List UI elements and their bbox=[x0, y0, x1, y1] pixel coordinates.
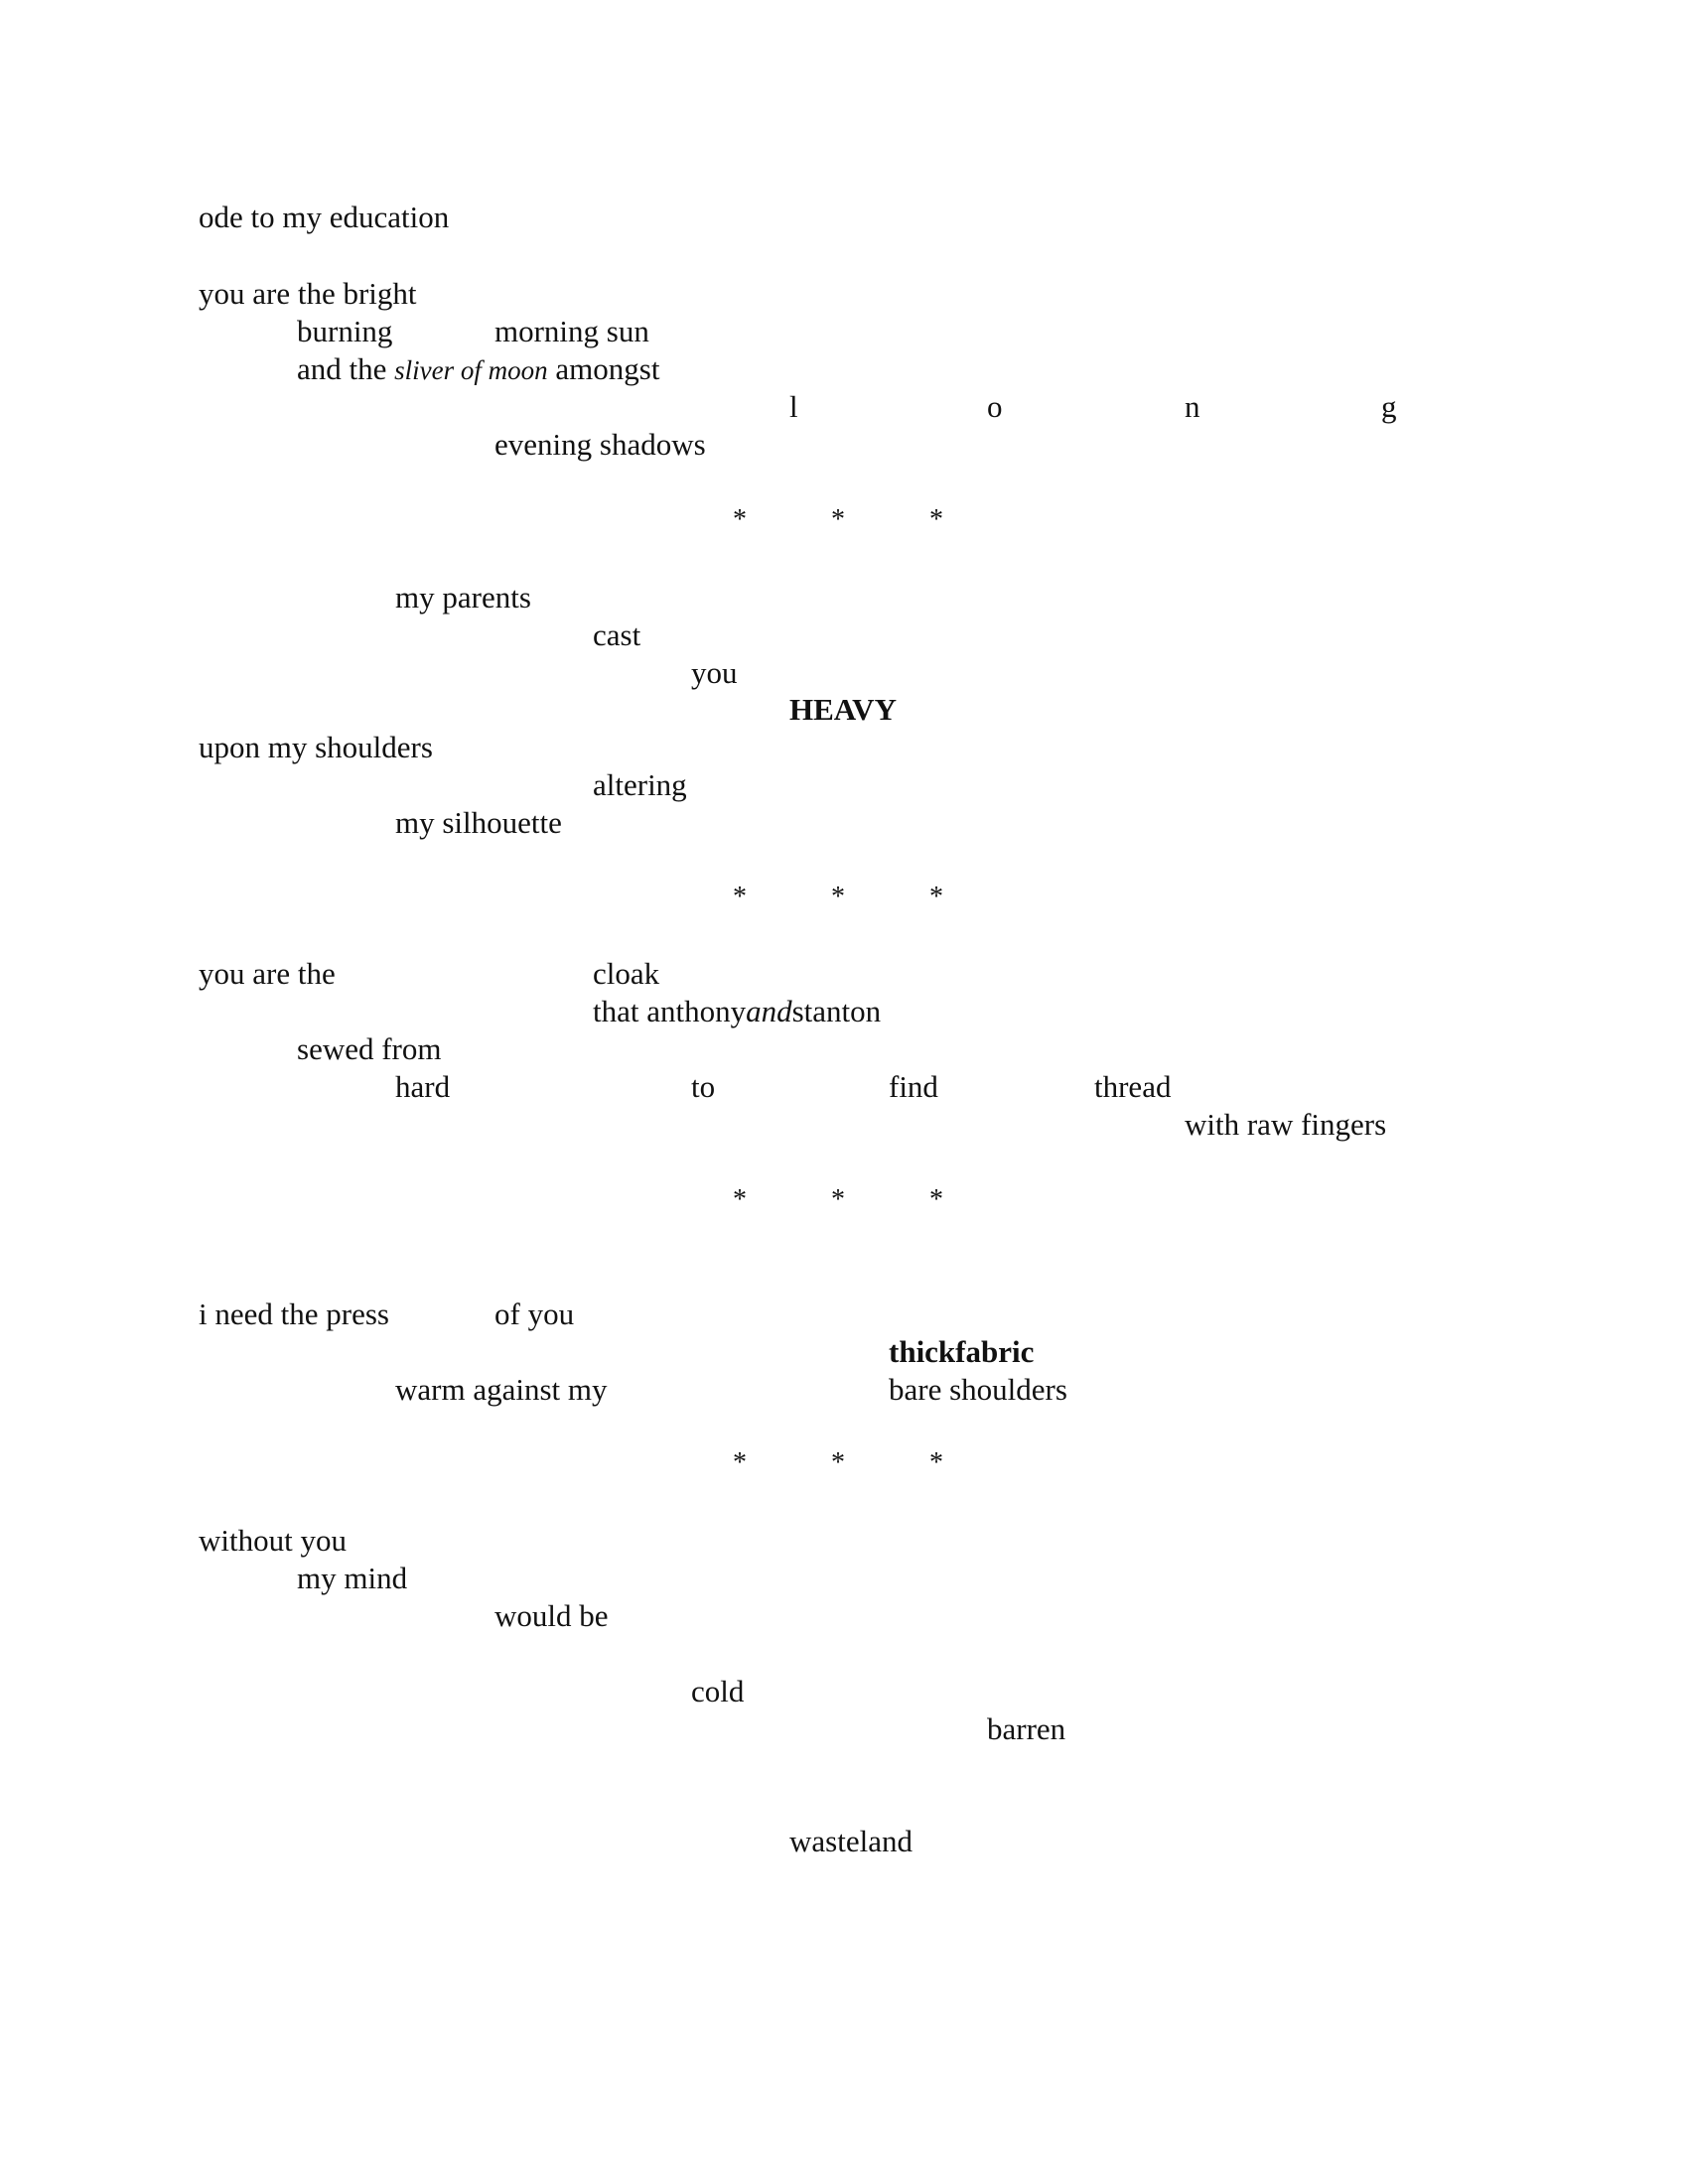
separator-1-star-3: * bbox=[929, 504, 943, 535]
stanza3-hard: hard bbox=[395, 1069, 451, 1104]
stanza1-amongst: amongst bbox=[555, 351, 660, 386]
separator-4-star-2: * bbox=[831, 1447, 845, 1478]
stanza2-you: you bbox=[691, 655, 738, 690]
separator-4-star-3: * bbox=[929, 1447, 943, 1478]
stanza1-evening-shadows: evening shadows bbox=[494, 427, 706, 462]
stanza3-cloak: cloak bbox=[593, 956, 660, 991]
separator-3-star-3: * bbox=[929, 1184, 943, 1215]
stanza2-cast: cast bbox=[593, 617, 641, 652]
poem-title: ode to my education bbox=[199, 200, 450, 234]
stanza5-barren: barren bbox=[987, 1711, 1066, 1746]
separator-1-star-2: * bbox=[831, 504, 845, 535]
separator-2-star-1: * bbox=[733, 882, 747, 912]
stanza4-i-need: i need the press bbox=[199, 1297, 389, 1331]
stanza3-you-are-the: you are the bbox=[199, 956, 336, 991]
stanza5-my-mind: my mind bbox=[297, 1561, 408, 1595]
stanza2-my-parents: my parents bbox=[395, 580, 531, 614]
stanza2-heavy: HEAVY bbox=[789, 692, 897, 727]
stanza3-thread: thread bbox=[1094, 1069, 1172, 1104]
long-letter-n: n bbox=[1185, 389, 1200, 424]
stanza3-stanton: stanton bbox=[791, 994, 882, 1028]
stanza3-sewed-from: sewed from bbox=[297, 1031, 442, 1066]
stanza3-to: to bbox=[691, 1069, 716, 1104]
stanza1-morning-sun: morning sun bbox=[494, 314, 649, 348]
stanza4-warm: warm against my bbox=[395, 1372, 608, 1407]
stanza3-anthony-line bbox=[593, 996, 881, 1026]
separator-3-star-1: * bbox=[733, 1184, 747, 1215]
stanza3-find: find bbox=[889, 1069, 938, 1104]
stanza1-line1: you are the bright bbox=[199, 276, 417, 311]
stanza5-without-you: without you bbox=[199, 1523, 347, 1558]
long-letter-l: l bbox=[789, 389, 798, 424]
stanza4-thickfabric: thickfabric bbox=[889, 1334, 1035, 1369]
separator-2-star-2: * bbox=[831, 882, 845, 912]
long-letter-g: g bbox=[1381, 389, 1397, 424]
separator-2-star-3: * bbox=[929, 882, 943, 912]
stanza2-silhouette: my silhouette bbox=[395, 805, 562, 840]
stanza5-wasteland: wasteland bbox=[789, 1824, 913, 1858]
stanza1-sliver-of-moon: sliver of moon bbox=[394, 355, 548, 385]
stanza4-bare-shoulders: bare shoulders bbox=[889, 1372, 1067, 1407]
separator-1-star-1: * bbox=[733, 504, 747, 535]
stanza2-upon: upon my shoulders bbox=[199, 730, 433, 764]
stanza2-altering: altering bbox=[593, 767, 687, 802]
long-letter-o: o bbox=[987, 389, 1003, 424]
stanza3-that-anthony: that anthony bbox=[593, 994, 747, 1028]
stanza3-and: and bbox=[746, 994, 792, 1028]
stanza1-line3 bbox=[297, 353, 659, 384]
stanza5-cold: cold bbox=[691, 1674, 745, 1708]
separator-3-star-2: * bbox=[831, 1184, 845, 1215]
stanza5-would-be: would be bbox=[494, 1598, 609, 1633]
separator-4-star-1: * bbox=[733, 1447, 747, 1478]
stanza1-and-the: and the bbox=[297, 351, 387, 386]
stanza4-of-you: of you bbox=[494, 1297, 575, 1331]
stanza1-burning: burning bbox=[297, 314, 393, 348]
stanza3-raw-fingers: with raw fingers bbox=[1185, 1107, 1387, 1142]
